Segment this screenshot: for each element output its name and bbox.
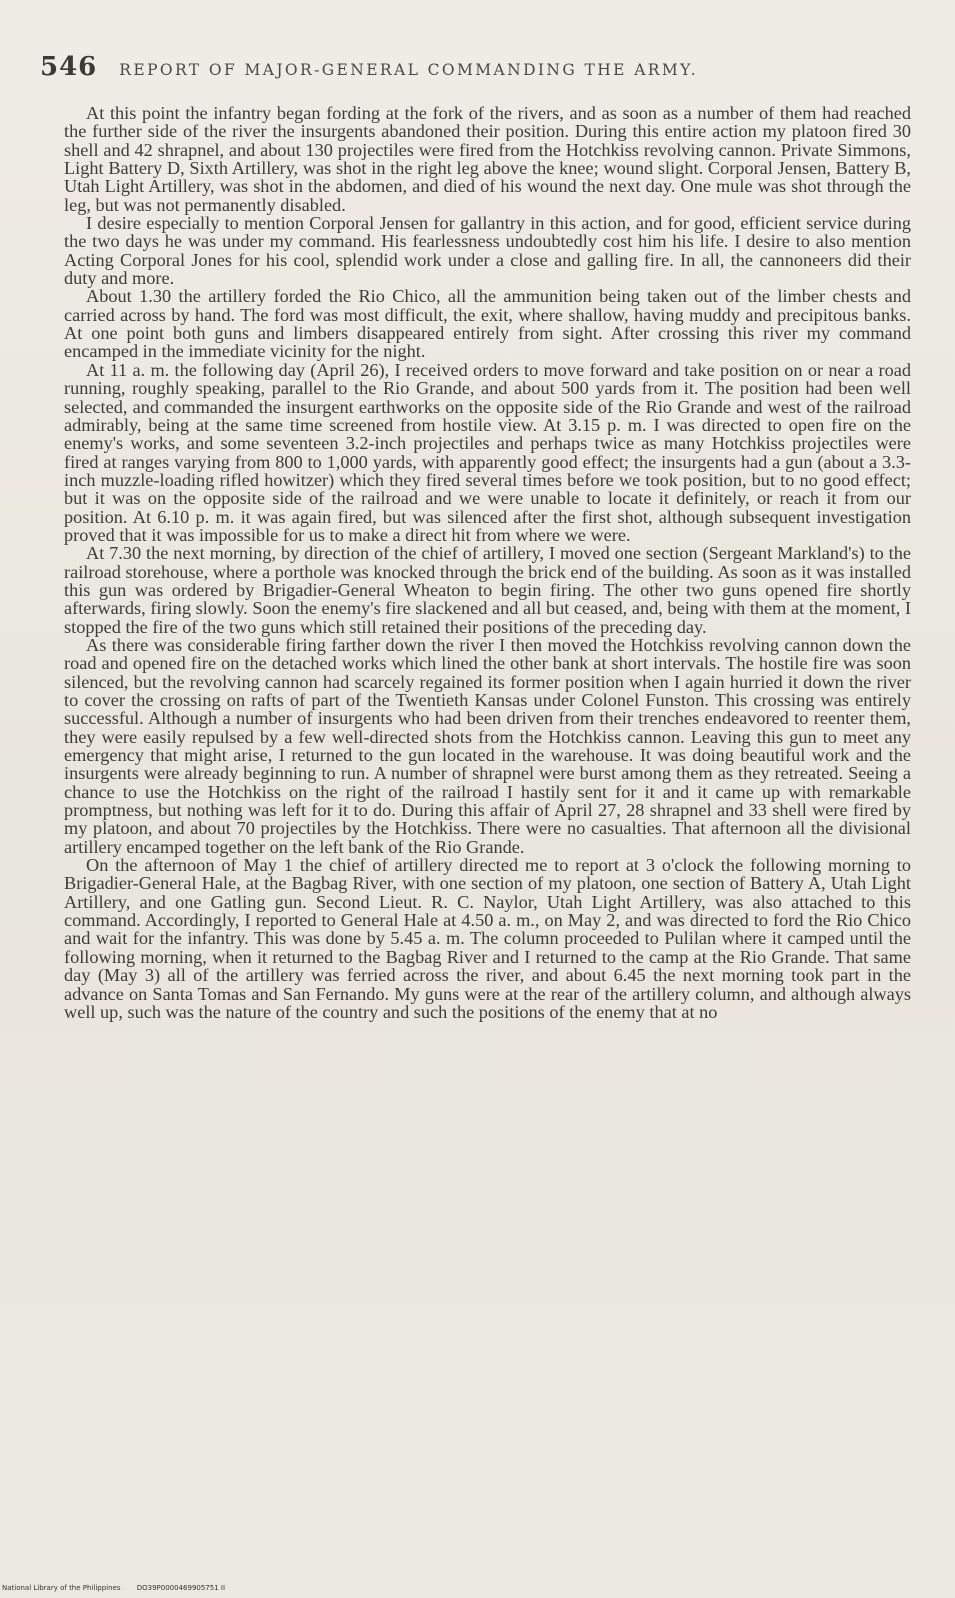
page-header [40, 52, 900, 88]
paragraph-6: As there was considerable firing farther down the river I then moved the Hotchkiss revolving cannon down the road and opened fire on the detached works which lined the other bank at short intervals. The hostile fire was soon silenced, but the revolving cannon had scarcely regained its former position when I again hurried it down the river to cover the crossing on rafts of part of the Twentieth Kansas under Colonel Funston. This crossing was entirely successful. Although a number of insurgents who had been driven from their trenches endeavored to reenter them, they were easily repulsed by a few well-directed shots from the Hotchkiss cannon. Leaving this gun to meet any emergency that might arise, I returned to the gun located in the warehouse. It was doing beautiful work and the insurgents were already beginning to run. A number of shrapnel were burst among them as they retreated. Seeing a chance to use the Hotchkiss on the right of the railroad I hastily sent for it and it came up with remarkable promptness, but nothing was left for it to do. During this affair of April 27, 28 shrapnel and 33 shell were fired by my platoon, and about 70 projectiles by the Hotchkiss. There were no casualties. That afternoon all the divisional artillery encamped together on the left bank of the Rio Grande. [64, 634, 911, 857]
paragraph-4: At 11 a. m. the following day (April 26), I received orders to move forward and take position on or near a road running, roughly speaking, parallel to the Rio Grande, and about 500 yards from it. The position had been well selected, and commanded the insurgent earthworks on the opposite side of the Rio Grande and west of the railroad admirably, being at the same time screened from hostile view. At 3.15 p. m. I was directed to open fire on the enemy's works, and some seventeen 3.2-inch projectiles and perhaps twice as many Hotchkiss projectiles were fired at ranges varying from 800 to 1,000 yards, with apparently good effect; the insurgents had a gun (about a 3.3-inch muzzle-loading rifled howitzer) which they fired several times before we took position, but to no good effect; but it was on the opposite side of the railroad and we were unable to locate it definitely, or reach it from our position. At 6.10 p. m. it was again fired, but was silenced after the first shot, although subsequent investigation proved that it was impossible for us to make a direct hit from where we were. [64, 359, 911, 545]
footer-library: National Library of the Philippines [2, 1584, 121, 1592]
page-number: 546 [40, 52, 98, 82]
body-text [64, 104, 911, 1021]
paragraph-1: At this point the infantry began fording at the fork of the rivers, and as soon as a number of them had reached the further side of the river the insurgents abandoned their position. During this entire action my platoon fired 30 shell and 42 shrapnel, and about 130 projectiles were fired from the Hotchkiss revolving cannon. Private Simmons, Light Battery D, Sixth Artillery, was shot in the right leg above the knee; wound slight. Corporal Jensen, Battery B, Utah Light Artillery, was shot in the abdomen, and died of his wound the next day. One mule was shot through the leg, but was not permanently disabled. [64, 103, 911, 215]
paragraph-2: I desire especially to mention Corporal Jensen for gallantry in this action, and for good, efficient service during the two days he was under my command. His fearlessness undoubtedly cost him his life. I desire to also mention Acting Corporal Jones for his cool, splendid work under a close and galling fire. In all, the cannoneers did their duty and more. [64, 213, 911, 289]
paragraph-7: On the afternoon of May 1 the chief of artillery directed me to report at 3 o'clock the following morning to Brigadier-General Hale, at the Bagbag River, with one section of my platoon, one section of Battery A, Utah Light Artillery, and one Gatling gun. Second Lieut. R. C. Naylor, Utah Light Artillery, was also attached to this command. Accordingly, I reported to General Hale at 4.50 a. m., on May 2, and was directed to ford the Rio Chico and wait for the infantry. This was done by 5.45 a. m. The column proceeded to Pulilan where it camped until the following morning, when it returned to the Bagbag River and I returned to the camp at the Rio Grande. That same day (May 3) all of the artillery was ferried across the river, and about 6.45 the next morning took part in the advance on Santa Tomas and San Fernando. My guns were at the rear of the artillery column, and although always well up, such was the nature of the country and such the positions of the enemy that at no [64, 855, 911, 1022]
scan-footer [2, 1584, 239, 1592]
running-head: REPORT OF MAJOR-GENERAL COMMANDING THE ARMY. [119, 61, 699, 79]
paragraph-5: At 7.30 the next morning, by direction of the chief of artillery, I moved one section (Sergeant Markland's) to the railroad storehouse, where a porthole was knocked through the brick end of the building. As soon as it was installed this gun was ordered by Brigadier-General Wheaton to begin firing. The other two guns opened fire shortly afterwards, firing slowly. Soon the enemy's fire slackened and all but ceased, and, being with them at the moment, I stopped the fire of the two guns which still retained their positions of the preceding day. [64, 543, 911, 637]
paragraph-3: About 1.30 the artillery forded the Rio Chico, all the ammunition being taken out of the limber chests and carried across by hand. The ford was most difficult, the exit, where shallow, having muddy and precipitous banks. At one point both guns and limbers disappeared entirely from sight. After crossing this river my command encamped in the immediate vicinity for the night. [64, 286, 911, 362]
footer-code: DO39P0000469905751 II [136, 1584, 226, 1592]
